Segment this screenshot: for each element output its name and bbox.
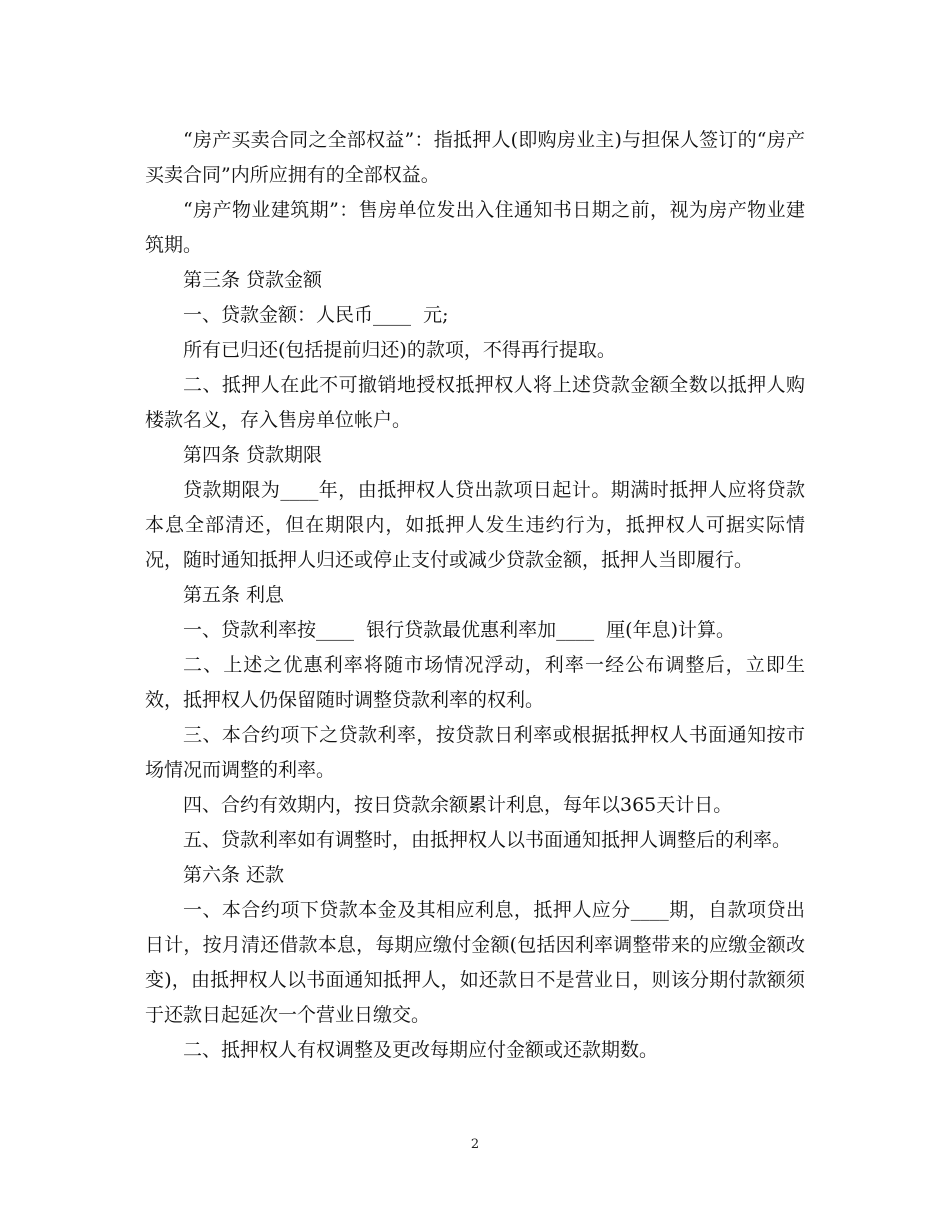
- article-6-clause-1: 一、本合约项下贷款本金及其相应利息，抵押人应分____期，自款项贷出日计，按月清还借款本息，每期应缴付金额(包括因利率调整带来的应缴金额改变)，由抵押权人以书面通知抵押人，如还款日不是营业日，则该分期付款额须于还款日起延次一个营业日缴交。: [145, 899, 805, 1026]
- definition-contract-rights: “房产买卖合同之全部权益”：指抵押人(即购房业主)与担保人签订的“房产买卖合同”内所应拥有的全部权益。: [145, 129, 805, 186]
- article-4-body: 贷款期限为____年，由抵押权人贷出款项日起计。期满时抵押人应将贷款本息全部清还，但在期限内，如抵押人发生违约行为，抵押权人可据实际情况，随时通知抵押人归还或停止支付或减少贷款金额，抵押人当即履行。: [145, 479, 805, 571]
- definition-construction-period: “房产物业建筑期”：售房单位发出入住通知书日期之前，视为房产物业建筑期。: [145, 199, 805, 256]
- article-5-clause-5: 五、贷款利率如有调整时，由抵押权人以书面通知抵押人调整后的利率。: [183, 829, 792, 851]
- article-3-clause-2: 二、抵押人在此不可撤销地授权抵押权人将上述贷款金额全数以抵押人购楼款名义，存入售房单位帐户。: [145, 374, 805, 431]
- article-5-clause-3: 三、本合约项下之贷款利率，按贷款日利率或根据抵押权人书面通知按市场情况而调整的利率。: [145, 724, 805, 781]
- article-5-clause-4: 四、合约有效期内，按日贷款余额累计利息，每年以365天计日。: [183, 794, 733, 816]
- article-3-clause-1: 一、贷款金额：人民币____ 元;: [183, 304, 449, 326]
- article-5-heading: 第五条 利息: [183, 584, 285, 606]
- page-number: 2: [470, 1137, 480, 1152]
- article-6-clause-2: 二、抵押权人有权调整及更改每期应付金额或还款期数。: [183, 1039, 659, 1061]
- document-body: [145, 123, 805, 1068]
- article-5-clause-1: 一、贷款利率按____ 银行贷款最优惠利率加____ 厘(年息)计算。: [183, 619, 735, 641]
- article-5-clause-2: 二、上述之优惠利率将随市场情况浮动，利率一经公布调整后，立即生效，抵押权人仍保留随时调整贷款利率的权利。: [145, 654, 805, 711]
- article-3-heading: 第三条 贷款金额: [183, 269, 323, 291]
- article-3-note: 所有已归还(包括提前归还)的款项，不得再行提取。: [183, 339, 616, 361]
- article-4-heading: 第四条 贷款期限: [183, 444, 323, 466]
- article-6-heading: 第六条 还款: [183, 864, 285, 886]
